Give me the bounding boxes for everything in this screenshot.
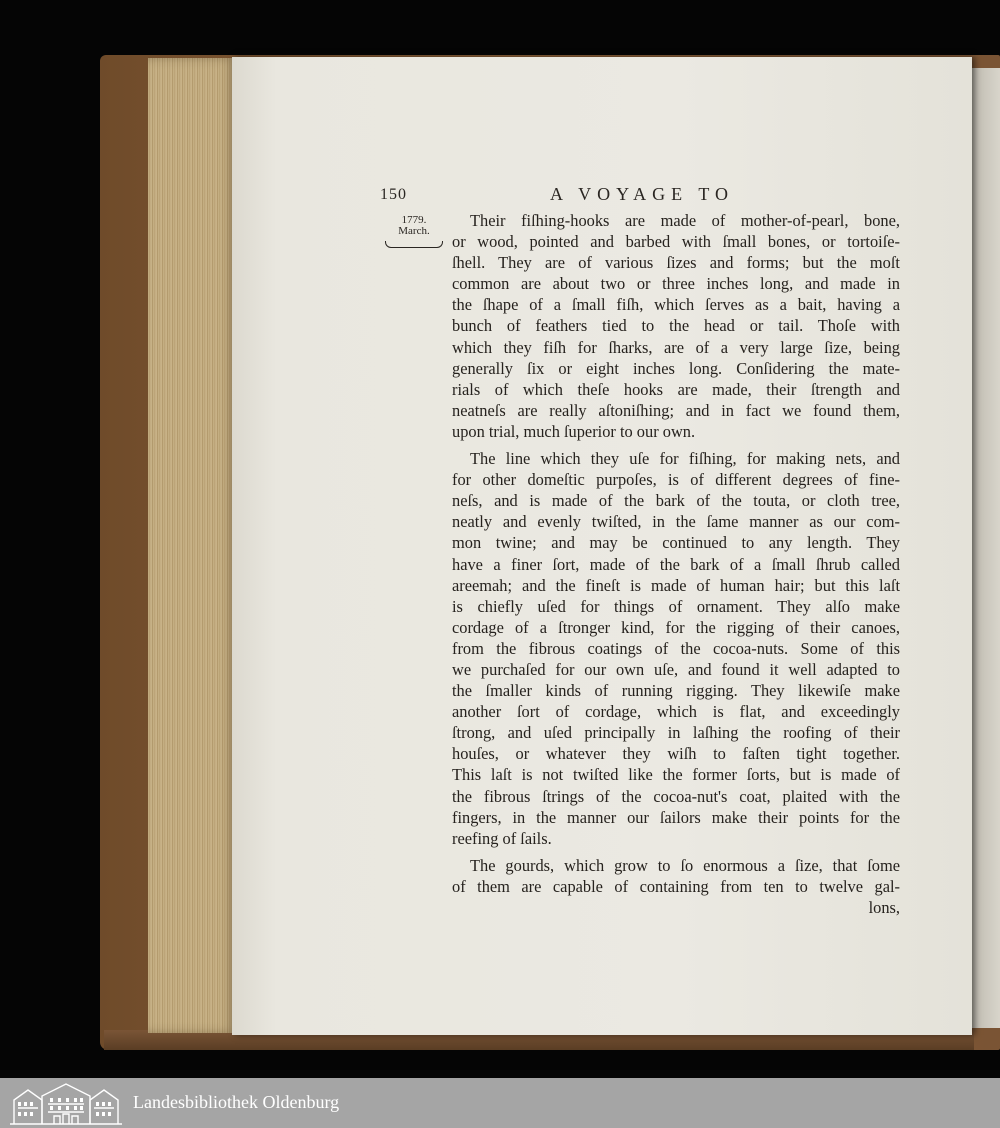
text-line: ſtrong, and uſed principally in laſhing the roofing of their (452, 723, 900, 743)
library-building-logo-icon (8, 1080, 124, 1126)
text-line: houſes, or whatever they wiſh to faſten tight together. (452, 744, 900, 764)
footer-bar (0, 1078, 1000, 1128)
text-line: bunch of feathers tied to the head or tail. Thoſe with (452, 316, 900, 336)
page-number: 150 (380, 186, 407, 203)
text-line: neatly and evenly twiſted, in the ſame manner as our com- (452, 512, 900, 532)
text-line: fingers, in the manner our ſailors make their points for the (452, 807, 900, 827)
page-block-edges (148, 58, 236, 1033)
footer-library-name: Landesbibliothek Oldenburg (133, 1092, 340, 1112)
facing-page-edge (970, 68, 1000, 1028)
text-line: ſhell. They are of various ſizes and forms; but the moſt (452, 253, 900, 273)
text-line: reefing of ſails. (452, 828, 552, 848)
text-line: have a finer ſort, made of the bark of a ſmall ſhrub called (452, 554, 900, 574)
text-line: upon trial, much ſuperior to our own. (452, 421, 696, 441)
margin-note-date (384, 215, 444, 248)
running-head: A VOYAGE TO (550, 184, 735, 204)
text-line: of them are capable of containing from ten to twelve gal- (452, 876, 900, 896)
margin-note-year: 1779. (401, 214, 427, 226)
margin-note-month: March. (398, 225, 430, 237)
text-line: neatneſs are really aſtoniſhing; and in fact we found them, (452, 400, 900, 420)
text-line: or wood, pointed and barbed with ſmall bones, or tortoiſe- (452, 232, 900, 252)
text-line: mon twine; and may be continued to any length. They (452, 533, 900, 553)
text-line: generally ſix or eight inches long. Conſidering the mate- (452, 358, 900, 378)
text-line: the fibrous ſtrings of the cocoa-nut's coat, plaited with the (452, 786, 900, 806)
text-line: cordage of a ſtronger kind, for the rigging of their canoes, (452, 617, 900, 637)
text-line: for other domeſtic purpoſes, is of different degrees of fine- (452, 470, 900, 490)
text-line: The gourds, which grow to ſo enormous a ſize, that ſome (470, 855, 900, 875)
text-line: we purchaſed for our own uſe, and found it well adapted to (452, 659, 900, 679)
text-line: Their fiſhing-hooks are made of mother-of-pearl, bone, (470, 211, 900, 230)
text-line: lons, (868, 898, 900, 917)
text-line: which they fiſh for ſharks, are of a very large ſize, being (452, 337, 900, 357)
text-line: The line which they uſe for fiſhing, for making nets, and (470, 449, 900, 469)
text-line: is chiefly uſed for things of ornament. They alſo make (452, 596, 900, 616)
text-line: the ſhape of a ſmall fiſh, which ſerves as a bait, having a (452, 295, 900, 315)
margin-brace-icon (385, 241, 443, 248)
body-text (452, 210, 900, 918)
text-line: areemah; and the fineſt is made of human hair; but this laſt (452, 575, 900, 595)
text-line: rials of which theſe hooks are made, their ſtrength and (452, 379, 900, 399)
text-line: from the fibrous coatings of the cocoa-nuts. Some of this (452, 638, 900, 658)
text-line: neſs, and is made of the bark of the touta, or cloth tree, (452, 491, 900, 511)
text-line: This laſt is not twiſted like the former ſorts, but is made of (452, 765, 900, 785)
text-line: another ſort of cordage, which is flat, and exceedingly (452, 702, 900, 722)
text-line: common are about two or three inches long, and made in (452, 274, 900, 294)
text-line: the ſmaller kinds of running rigging. They likewiſe make (452, 681, 900, 701)
